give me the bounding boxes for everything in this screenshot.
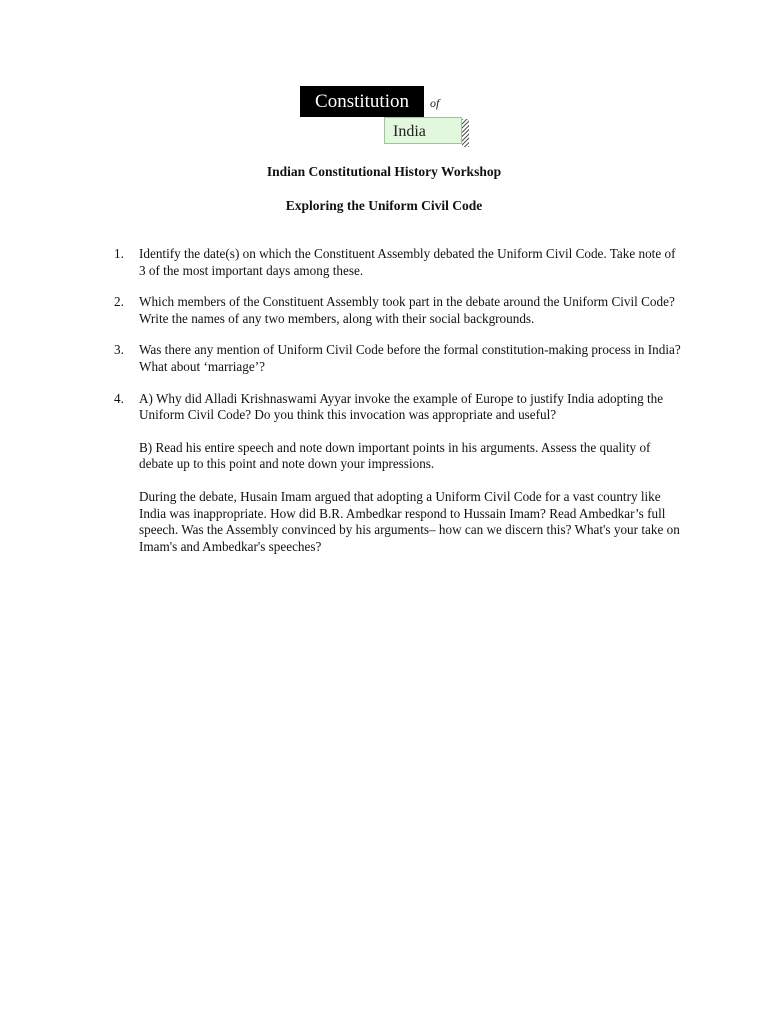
question-item-4 [114,391,684,556]
question-text-part-b: B) Read his entire speech and note down important points in his arguments. Assess the quality of debate up to this point and note down your impressions. [139,439,651,472]
question-text-part-c: During the debate, Husain Imam argued that adopting a Uniform Civil Code for a vast country like India was inappropriate. How did B.R. Ambedkar respond to Hussain Imam? Read Ambedkar’s full speech. Was the Assembly convinced by his arguments– how can we discern this? What's your take on Imam's and Ambedkar's speeches? [139,488,680,554]
document-title: Indian Constitutional History Workshop [266,164,502,179]
question-text: Which members of the Constituent Assembly took part in the debate around the Uniform Civil Code? Write the names of any two members, along with their social backgrounds. [139,294,675,326]
question-text-part-a: A) Why did Alladi Krishnaswami Ayyar invoke the example of Europe to justify India adopting the Uniform Civil Code? Do you think this invocation was appropriate and useful? [139,390,664,423]
question-item-2 [114,294,684,327]
question-number: 3. [114,342,124,358]
logo-of-word: of [430,96,440,110]
document-subtitle: Exploring the Uniform Civil Code [285,198,483,213]
question-text: Was there any mention of Uniform Civil Code before the formal constitution-making process in India? What about ‘marriage’? [139,342,681,374]
constitution-of-india-logo [300,86,472,150]
question-number: 1. [114,246,124,261]
question-list [114,246,684,570]
question-text: Identify the date(s) on which the Constituent Assembly debated the Uniform Civil Code. Take note of 3 of the most important days among these. [139,246,676,278]
logo-hatch-decoration [462,119,469,147]
question-number: 2. [114,294,124,310]
logo-constitution-word: Constitution [300,86,424,117]
logo-india-word: India [384,117,462,144]
question-item-1 [114,246,684,279]
question-item-3 [114,342,684,375]
question-number: 4. [114,390,124,406]
